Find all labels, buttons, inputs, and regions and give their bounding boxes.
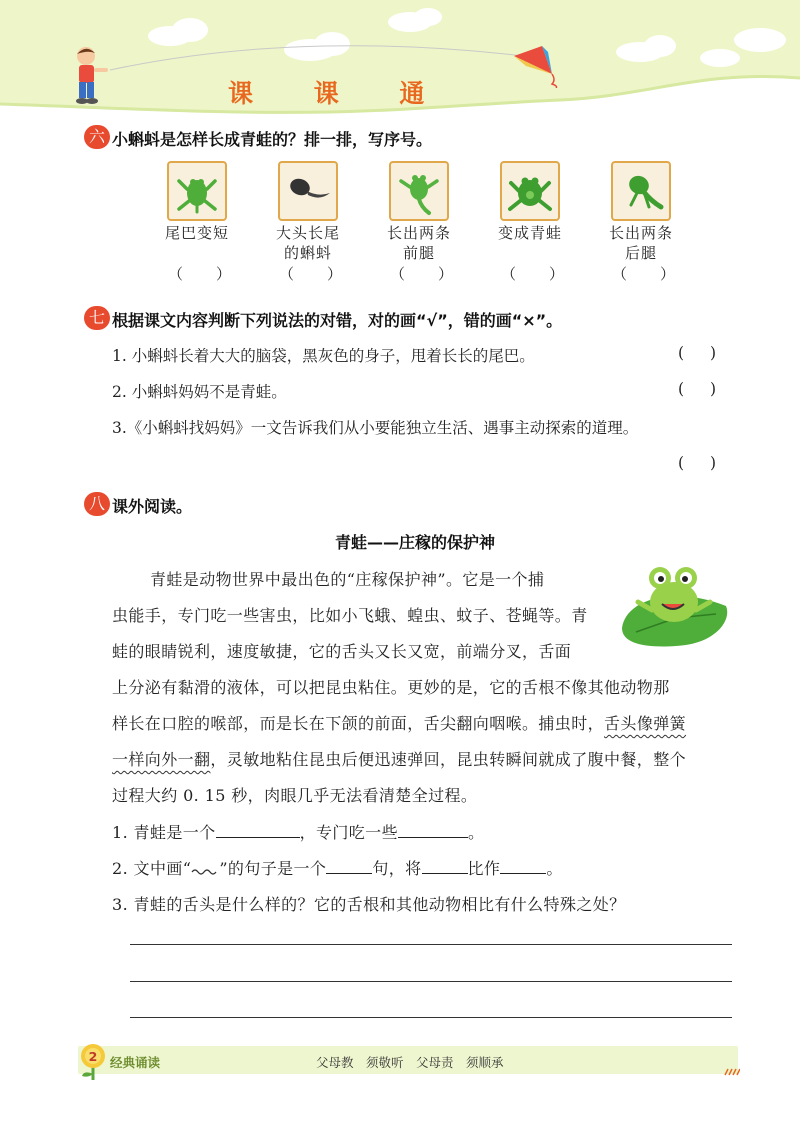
passage-line-6: ，灵敏地粘住昆虫后便迅速弹回，昆虫转瞬间就成了腹中餐，整个 (210, 750, 687, 769)
section-6-title: 小蝌蚪是怎样长成青蛙的？排一排，写序号。 (112, 130, 433, 149)
passage-line-7: 过程大约 0. 15 秒，肉眼几乎无法看清楚全过程。 (112, 786, 478, 805)
question-2-blank-3[interactable] (500, 859, 546, 874)
footer-ornament-icon (724, 1068, 740, 1076)
judge-answer-2[interactable]: () (678, 380, 743, 398)
answer-line-3[interactable] (130, 1017, 732, 1018)
question-2-blank-1[interactable] (326, 859, 372, 874)
judge-answer-3[interactable]: () (678, 454, 743, 472)
passage-line-3: 蛙的眼睛锐利，速度敏捷，它的舌头又长又宽，前端分叉，舌面 (112, 642, 572, 661)
answer-slot-1[interactable]: （ ） (168, 265, 233, 283)
passage-title: 青蛙——庄稼的保护神 (335, 533, 496, 552)
judge-question-2: 2. 小蝌蚪妈妈不是青蛙。 (112, 383, 287, 401)
passage-line-5: 样长在口腔的喉部，而是长在下颌的前面，舌尖翻向咽喉。捕虫时， (112, 714, 605, 733)
question-1-blank-2[interactable] (398, 823, 468, 838)
frog-on-leaf-icon (616, 558, 734, 658)
card-frog (500, 161, 560, 221)
judge-answer-1[interactable]: () (678, 344, 743, 362)
question-2-blank-2[interactable] (422, 859, 468, 874)
question-2-start: 2. 文中画“ (112, 859, 192, 878)
caption-3-line2: 前腿 (402, 244, 435, 262)
answer-line-2[interactable] (130, 981, 732, 982)
judge-question-1: 1. 小蝌蚪长着大大的脑袋，黑灰色的身子，甩着长长的尾巴。 (112, 347, 535, 365)
header-title: 课 课 通 (228, 79, 451, 108)
caption-4-line1: 变成青蛙 (497, 224, 562, 242)
judge-question-3: 3.《小蝌蚪找妈妈》一文告诉我们从小要能独立生活、遇事主动探索的道理。 (112, 419, 639, 437)
question-3: 3. 青蛙的舌头是什么样的？它的舌根和其他动物相比有什么特殊之处？ (112, 895, 626, 914)
caption-3-line1: 长出两条 (386, 224, 451, 242)
card-tadpole (278, 161, 338, 221)
card-front-legs (389, 161, 449, 221)
frog-front-legs-icon (391, 163, 447, 219)
answer-slot-5[interactable]: （ ） (612, 265, 677, 283)
wavy-underlined-phrase-1: 舌头像弹簧 (604, 714, 687, 733)
question-2-part4: 比作 (467, 859, 501, 878)
caption-1-line1: 尾巴变短 (164, 224, 229, 242)
question-1-start: 1. 青蛙是一个 (112, 823, 216, 842)
caption-5-line1: 长出两条 (608, 224, 673, 242)
boy-flying-kite-icon (66, 44, 116, 106)
card-short-tail (167, 161, 227, 221)
card-hind-legs (611, 161, 671, 221)
answer-slot-3[interactable]: （ ） (390, 265, 455, 283)
section-8-number: 八 (84, 492, 110, 516)
frog-icon (502, 163, 558, 219)
question-2-end: 。 (546, 859, 563, 878)
answer-slot-4[interactable]: （ ） (501, 265, 566, 283)
page-number: 2 (88, 1049, 98, 1064)
answer-line-1[interactable] (130, 944, 732, 945)
section-7-title: 根据课文内容判断下列说法的对错，对的画“√”，错的画“×”。 (112, 311, 563, 330)
footer-label: 经典诵读 (110, 1055, 161, 1070)
wavy-line-symbol (191, 862, 219, 876)
passage-line-4: 上分泌有黏滑的液体，可以把昆虫粘住。更妙的是，它的舌根不像其他动物那 (112, 678, 670, 697)
question-1-end: 。 (467, 823, 485, 842)
caption-5-line2: 后腿 (624, 244, 657, 262)
section-8-title: 课外阅读。 (112, 497, 193, 516)
question-2-part2: ”的句子是一个 (219, 859, 327, 878)
question-1-blank-1[interactable] (216, 823, 300, 838)
caption-2-line2: 的蝌蚪 (283, 244, 332, 262)
question-2-part3: 句，将 (372, 859, 422, 878)
answer-slot-2[interactable]: （ ） (279, 265, 344, 283)
passage-line-2: 虫能手，专门吃一些害虫，比如小飞蛾、蝗虫、蚊子、苍蝇等。青 (112, 606, 588, 625)
frog-short-tail-icon (169, 163, 225, 219)
footer-motto: 父母教 须敬听 父母责 须顺承 (316, 1055, 504, 1070)
wavy-underlined-phrase-2: 一样向外一翻 (112, 750, 211, 769)
kite-icon (512, 44, 560, 88)
caption-2-line1: 大头长尾 (275, 224, 340, 242)
passage-line-1: 青蛙是动物世界中最出色的“庄稼保护神”。它是一个捕 (150, 570, 545, 589)
section-7-number: 七 (84, 306, 110, 330)
tadpole-icon (280, 163, 336, 219)
tadpole-hind-legs-icon (613, 163, 669, 219)
question-1-mid: ，专门吃一些 (299, 823, 398, 842)
section-6-number: 六 (84, 125, 110, 149)
